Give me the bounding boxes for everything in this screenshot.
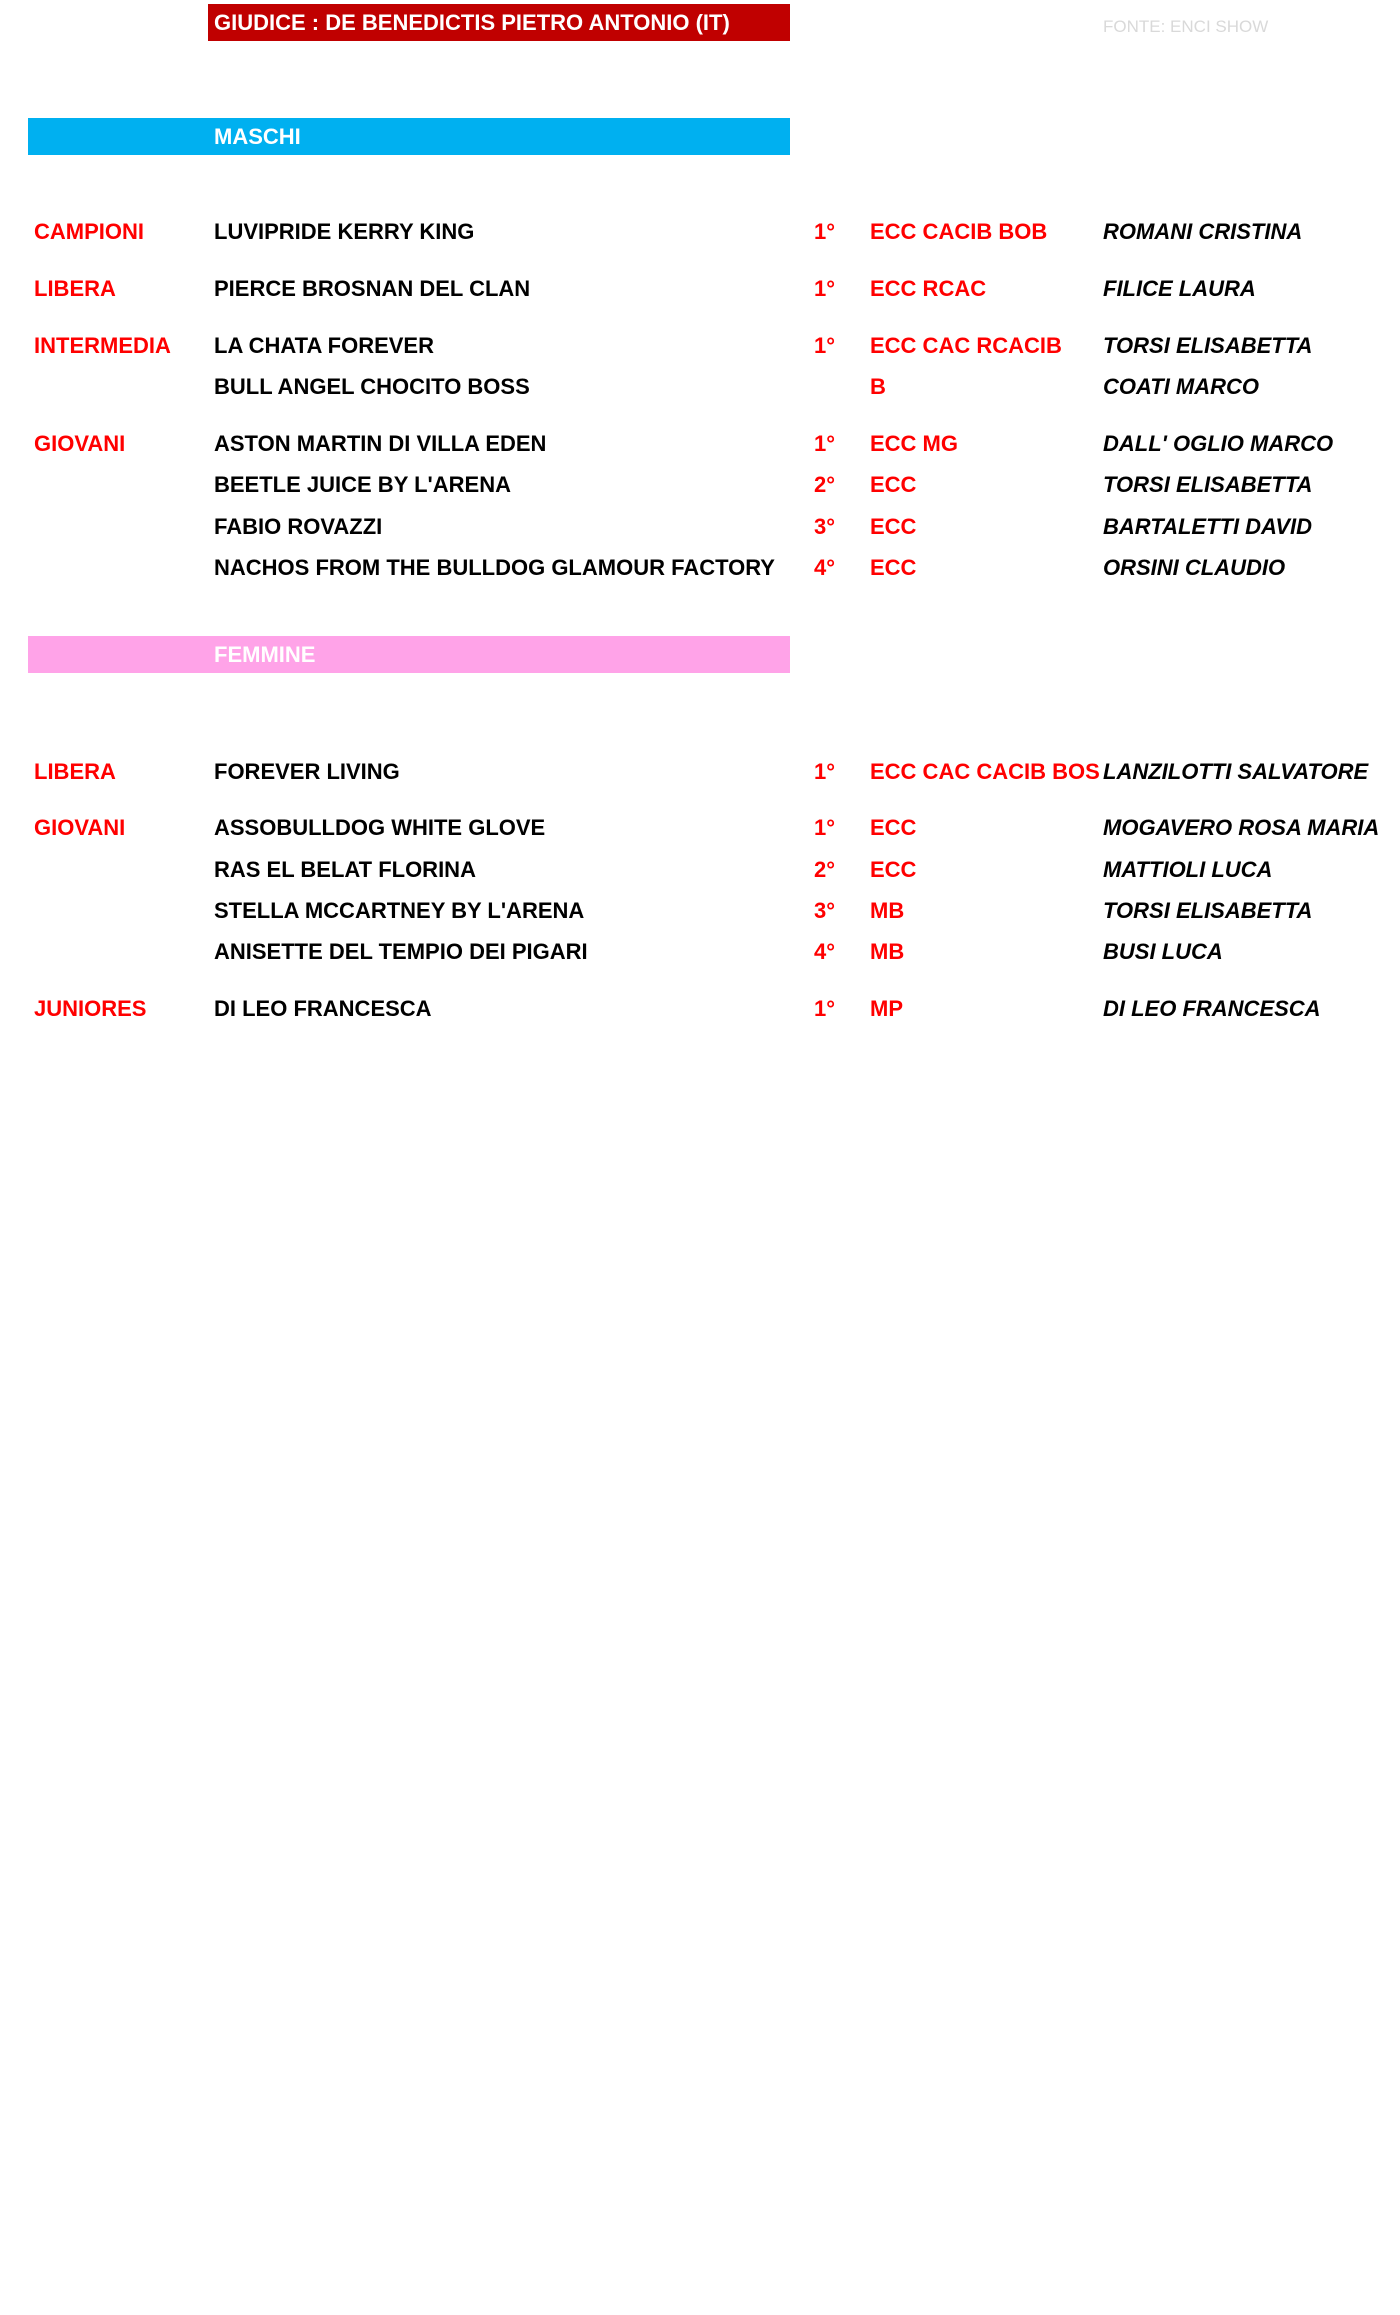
result-row — [0, 272, 1400, 306]
dog-name-cell: FABIO ROVAZZI — [214, 514, 383, 539]
grade-cell: ECC — [870, 815, 917, 840]
placement-cell: 1° — [814, 333, 836, 358]
dog-name-cell: ANISETTE DEL TEMPIO DEI PIGARI — [214, 939, 588, 964]
section-title: FEMMINE — [214, 642, 316, 667]
grade-cell: ECC — [870, 472, 917, 497]
grade-cell: ECC CAC CACIB BOS — [870, 759, 1100, 784]
placement-cell: 1° — [814, 996, 836, 1021]
grade-cell: ECC — [870, 514, 917, 539]
owner-cell: ROMANI CRISTINA — [1103, 219, 1303, 244]
grade-cell: MP — [870, 996, 903, 1021]
source-note: FONTE: ENCI SHOW — [1103, 17, 1269, 36]
class-cell: LIBERA — [34, 759, 116, 784]
owner-cell: BUSI LUCA — [1103, 939, 1223, 964]
dog-name-cell: DI LEO FRANCESCA — [214, 996, 432, 1021]
result-row — [0, 215, 1400, 249]
class-cell: INTERMEDIA — [34, 333, 171, 358]
owner-cell: COATI MARCO — [1103, 374, 1260, 399]
dog-name-cell: ASTON MARTIN DI VILLA EDEN — [214, 431, 547, 456]
grade-cell: B — [870, 374, 886, 399]
placement-cell: 1° — [814, 219, 836, 244]
class-cell: JUNIORES — [34, 996, 147, 1021]
placement-cell: 1° — [814, 815, 836, 840]
grade-cell: MB — [870, 898, 905, 923]
placement-cell: 2° — [814, 857, 836, 882]
dog-name-cell: BULL ANGEL CHOCITO BOSS — [214, 374, 530, 399]
dog-name-cell: FOREVER LIVING — [214, 759, 400, 784]
dog-name-cell: PIERCE BROSNAN DEL CLAN — [214, 276, 531, 301]
section-header-femmine — [28, 636, 790, 673]
owner-cell: FILICE LAURA — [1103, 276, 1256, 301]
placement-cell: 4° — [814, 555, 836, 580]
owner-cell: DI LEO FRANCESCA — [1103, 996, 1321, 1021]
placement-cell: 3° — [814, 514, 836, 539]
class-cell: GIOVANI — [34, 815, 126, 840]
grade-cell: ECC CAC RCACIB — [870, 333, 1062, 358]
grade-cell: ECC — [870, 555, 917, 580]
grade-cell: ECC MG — [870, 431, 958, 456]
placement-cell: 2° — [814, 472, 836, 497]
judge-banner — [208, 4, 790, 41]
result-row — [0, 992, 1400, 1026]
dog-name-cell: STELLA MCCARTNEY BY L'ARENA — [214, 898, 585, 923]
result-row — [0, 755, 1400, 789]
result-row — [0, 468, 1400, 502]
grade-cell: ECC RCAC — [870, 276, 987, 301]
result-row — [0, 329, 1400, 363]
grade-cell: ECC — [870, 857, 917, 882]
class-cell: GIOVANI — [34, 431, 126, 456]
placement-cell: 1° — [814, 431, 836, 456]
dog-name-cell: RAS EL BELAT FLORINA — [214, 857, 476, 882]
result-row — [0, 370, 1400, 404]
result-row — [0, 894, 1400, 928]
placement-cell: 1° — [814, 759, 836, 784]
dog-name-cell: LA CHATA FOREVER — [214, 333, 434, 358]
section-header-maschi — [28, 118, 790, 155]
owner-cell: ORSINI CLAUDIO — [1103, 555, 1286, 580]
judge-title: GIUDICE : DE BENEDICTIS PIETRO ANTONIO (IT) — [214, 10, 730, 35]
owner-cell: DALL' OGLIO MARCO — [1103, 431, 1334, 456]
placement-cell: 1° — [814, 276, 836, 301]
grade-cell: MB — [870, 939, 905, 964]
section-title: MASCHI — [214, 124, 301, 149]
owner-cell: TORSI ELISABETTA — [1103, 898, 1313, 923]
result-row — [0, 551, 1400, 585]
dog-name-cell: LUVIPRIDE KERRY KING — [214, 219, 475, 244]
owner-cell: MOGAVERO ROSA MARIA — [1103, 815, 1380, 840]
result-row — [0, 811, 1400, 845]
owner-cell: MATTIOLI LUCA — [1103, 857, 1273, 882]
owner-cell: LANZILOTTI SALVATORE — [1103, 759, 1369, 784]
dog-name-cell: ASSOBULLDOG WHITE GLOVE — [214, 815, 546, 840]
result-row — [0, 853, 1400, 887]
placement-cell: 4° — [814, 939, 836, 964]
class-cell: LIBERA — [34, 276, 116, 301]
result-row — [0, 935, 1400, 969]
owner-cell: BARTALETTI DAVID — [1103, 514, 1312, 539]
dog-name-cell: NACHOS FROM THE BULLDOG GLAMOUR FACTORY — [214, 555, 775, 580]
result-row — [0, 510, 1400, 544]
owner-cell: TORSI ELISABETTA — [1103, 472, 1313, 497]
grade-cell: ECC CACIB BOB — [870, 219, 1048, 244]
class-cell: CAMPIONI — [34, 219, 144, 244]
result-row — [0, 427, 1400, 461]
placement-cell: 3° — [814, 898, 836, 923]
owner-cell: TORSI ELISABETTA — [1103, 333, 1313, 358]
dog-name-cell: BEETLE JUICE BY L'ARENA — [214, 472, 511, 497]
